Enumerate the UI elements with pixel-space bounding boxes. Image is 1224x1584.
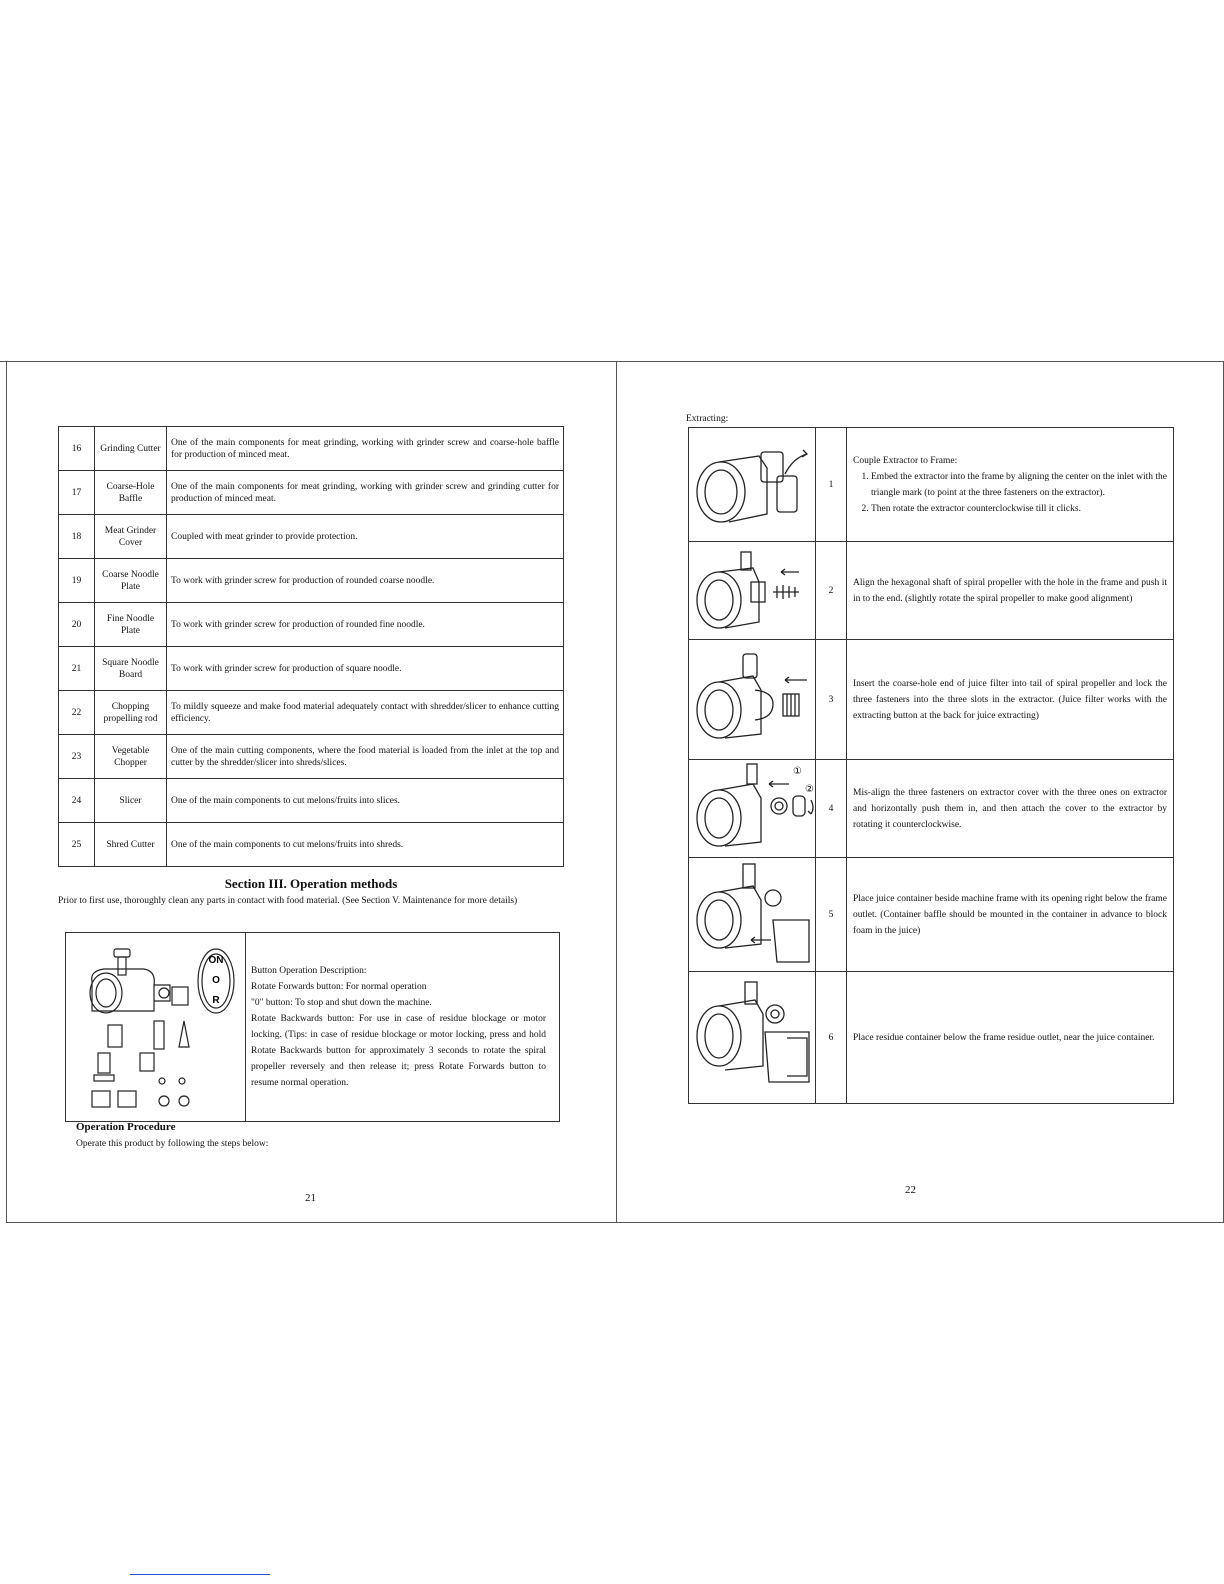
table-row: 21 Square Noodle Board To work with grinder screw for production of square noodle.: [59, 647, 564, 691]
step-3-illustration: [689, 640, 815, 759]
operation-procedure-text: Operate this product by following the steps below:: [76, 1139, 269, 1149]
list-item: 2. Then rotate the extractor counterclockwise till it clicks.: [871, 501, 1167, 517]
operation-procedure-title: Operation Procedure: [76, 1121, 176, 1133]
step-6-illustration: [689, 972, 815, 1103]
extracting-steps-table: [688, 427, 1174, 1104]
switch-on-label: ON: [208, 955, 224, 966]
table-row: 19 Coarse Noodle Plate To work with grinder screw for production of rounded coarse noodle.: [59, 559, 564, 603]
left-border: [6, 361, 7, 1222]
table-row: 17 Coarse-Hole Baffle One of the main components for meat grinding, working with grinder screw and grinding cutter for production of minced meat.: [59, 471, 564, 515]
bottom-rule: [6, 1222, 1224, 1223]
table-row: 20 Fine Noodle Plate To work with grinder screw for production of rounded fine noodle.: [59, 603, 564, 647]
section-title: Section III. Operation methods: [224, 876, 398, 891]
parts-table: [58, 426, 564, 867]
button-desc-zero: "0" button: To stop and shut down the machine.: [251, 998, 432, 1008]
table-row: 22 Chopping propelling rod To mildly squeeze and make food material adequately contact with shredder/slicer to enhance cutting efficiency.: [59, 691, 564, 735]
table-row: 6 Place residue container below the frame residue outlet, near the juice container.: [689, 972, 1174, 1104]
button-desc-heading: Button Operation Description:: [251, 966, 367, 976]
step-4-illustration: [689, 760, 815, 857]
page-number-left: 21: [305, 1192, 316, 1204]
machine-and-switch-illustration: [74, 941, 239, 1113]
step-1-illustration: [689, 428, 815, 541]
box-divider: [245, 933, 246, 1121]
table-row: 5 Place juice container beside machine frame with its opening right below the frame outlet. (Container baffle should be mounted in the container in advance to block foam in the juice): [689, 858, 1174, 972]
step-4-mark-1: ①: [793, 766, 802, 777]
table-row: 24 Slicer One of the main components to cut melons/fruits into slices.: [59, 779, 564, 823]
switch-zero-label: O: [212, 975, 220, 986]
button-description: [251, 963, 546, 1091]
step-1-title: Couple Extractor to Frame:: [853, 455, 958, 466]
table-row: 25 Shred Cutter One of the main components to cut melons/fruits into shreds.: [59, 823, 564, 867]
list-item: 1. Embed the extractor into the frame by aligning the center on the inlet with the triangle mark (to point at the three fasteners on the extractor).: [871, 469, 1167, 501]
extracting-label: Extracting:: [686, 414, 729, 424]
table-row: 3 Insert the coarse-hole end of juice filter into tail of spiral propeller and lock the three fasteners into the three slots in the extractor. (Juice filter works with the extracting button at the back for juice extracting): [689, 640, 1174, 760]
table-row: 1 Couple Extractor to Frame: 1. Embed the extractor into the frame by aligning the center on the inlet with the triangle mark (to point at the three fasteners on the extractor). 2. Then rotate the extractor counterclockwise till it clicks.: [689, 428, 1174, 542]
button-desc-backward: Rotate Backwards button: For use in case of residue blockage or motor locking. (Tips: in case of residue blockage or motor locking, press and hold Rotate Backwards button for approximately 3 seconds to rotate the spiral propeller reversely and then release it; press Rotate Forwards button to resume normal operation.: [251, 1014, 546, 1088]
step-4-mark-2: ②: [805, 784, 814, 795]
switch-r-label: R: [212, 995, 220, 1006]
intro-text: Prior to first use, thoroughly clean any parts in contact with food material. (See Section V. Maintenance for more details): [58, 896, 518, 906]
top-rule: [0, 361, 1224, 362]
table-row: 2 Align the hexagonal shaft of spiral propeller with the hole in the frame and push it in to the end. (slightly rotate the spiral propeller to make good alignment): [689, 542, 1174, 640]
page-divider: [616, 361, 617, 1222]
button-description-box: [65, 932, 560, 1122]
table-row: 23 Vegetable Chopper One of the main cutting components, where the food material is loaded from the inlet at the top and cutter by the shredder/slicer into shreds/slices.: [59, 735, 564, 779]
table-row: 18 Meat Grinder Cover Coupled with meat grinder to provide protection.: [59, 515, 564, 559]
button-desc-forward: Rotate Forwards button: For normal operation: [251, 982, 427, 992]
link-underline: [130, 1574, 270, 1575]
table-row: ① ② 4 Mis-align the three fasteners on extractor cover with the three ones on extractor and horizontally push them in, and then attach the cover to the extractor by rotating it counterclockwise.: [689, 760, 1174, 858]
step-5-illustration: [689, 858, 815, 971]
page-number-right: 22: [905, 1184, 916, 1196]
step-2-illustration: [689, 542, 815, 639]
table-row: 16 Grinding Cutter One of the main components for meat grinding, working with grinder screw and coarse-hole baffle for production of minced meat.: [59, 427, 564, 471]
